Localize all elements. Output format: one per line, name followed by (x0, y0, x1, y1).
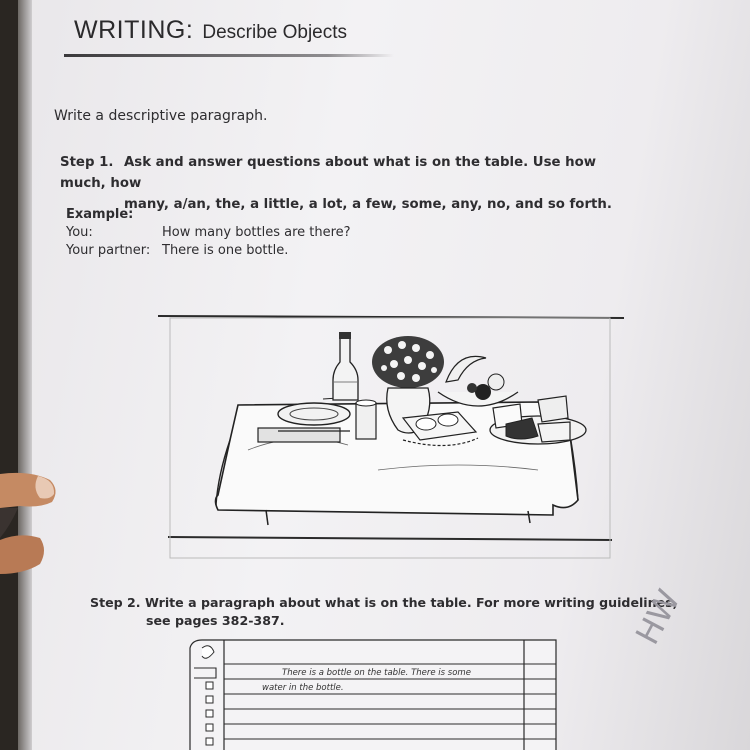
step2-label: Step 2. (90, 595, 141, 610)
example-line: There is one bottle. (162, 243, 289, 258)
example-row (66, 242, 351, 260)
example-speaker: You: (66, 225, 93, 240)
title-main: WRITING: (74, 16, 194, 44)
example-row (66, 224, 351, 242)
example-speaker: Your partner: (66, 243, 151, 258)
title-sub: Describe Objects (202, 22, 348, 43)
thumb-holding-page (0, 470, 60, 590)
step1-line2: many, a/an, the, a little, a lot, a few, some, any, no, and so forth. (124, 197, 612, 212)
notebook-sample-line: water in the bottle. (262, 683, 344, 693)
step1-label: Step 1. (60, 155, 114, 170)
example-block (66, 206, 351, 260)
step2-line1: Write a paragraph about what is on the table. For more writing guidelines, (144, 595, 678, 610)
example-line: How many bottles are there? (162, 225, 351, 240)
worksheet-page (18, 0, 750, 750)
example-title: Example: (66, 207, 134, 222)
page-edge-shadow (18, 0, 32, 750)
title-underline (64, 54, 394, 57)
notebook-sample-line: There is a bottle on the table. There is some (282, 668, 471, 678)
step1-line1: Ask and answer questions about what is on the table. Use how much, how (60, 155, 597, 191)
step2-line2: see pages 382-387. (146, 613, 285, 628)
handwritten-note: HW (628, 583, 688, 651)
notebook-graphic (186, 638, 566, 750)
table-illustration (158, 300, 628, 560)
instruction-text: Write a descriptive paragraph. (54, 108, 268, 124)
page-title (74, 16, 347, 45)
step2-block (90, 594, 677, 630)
